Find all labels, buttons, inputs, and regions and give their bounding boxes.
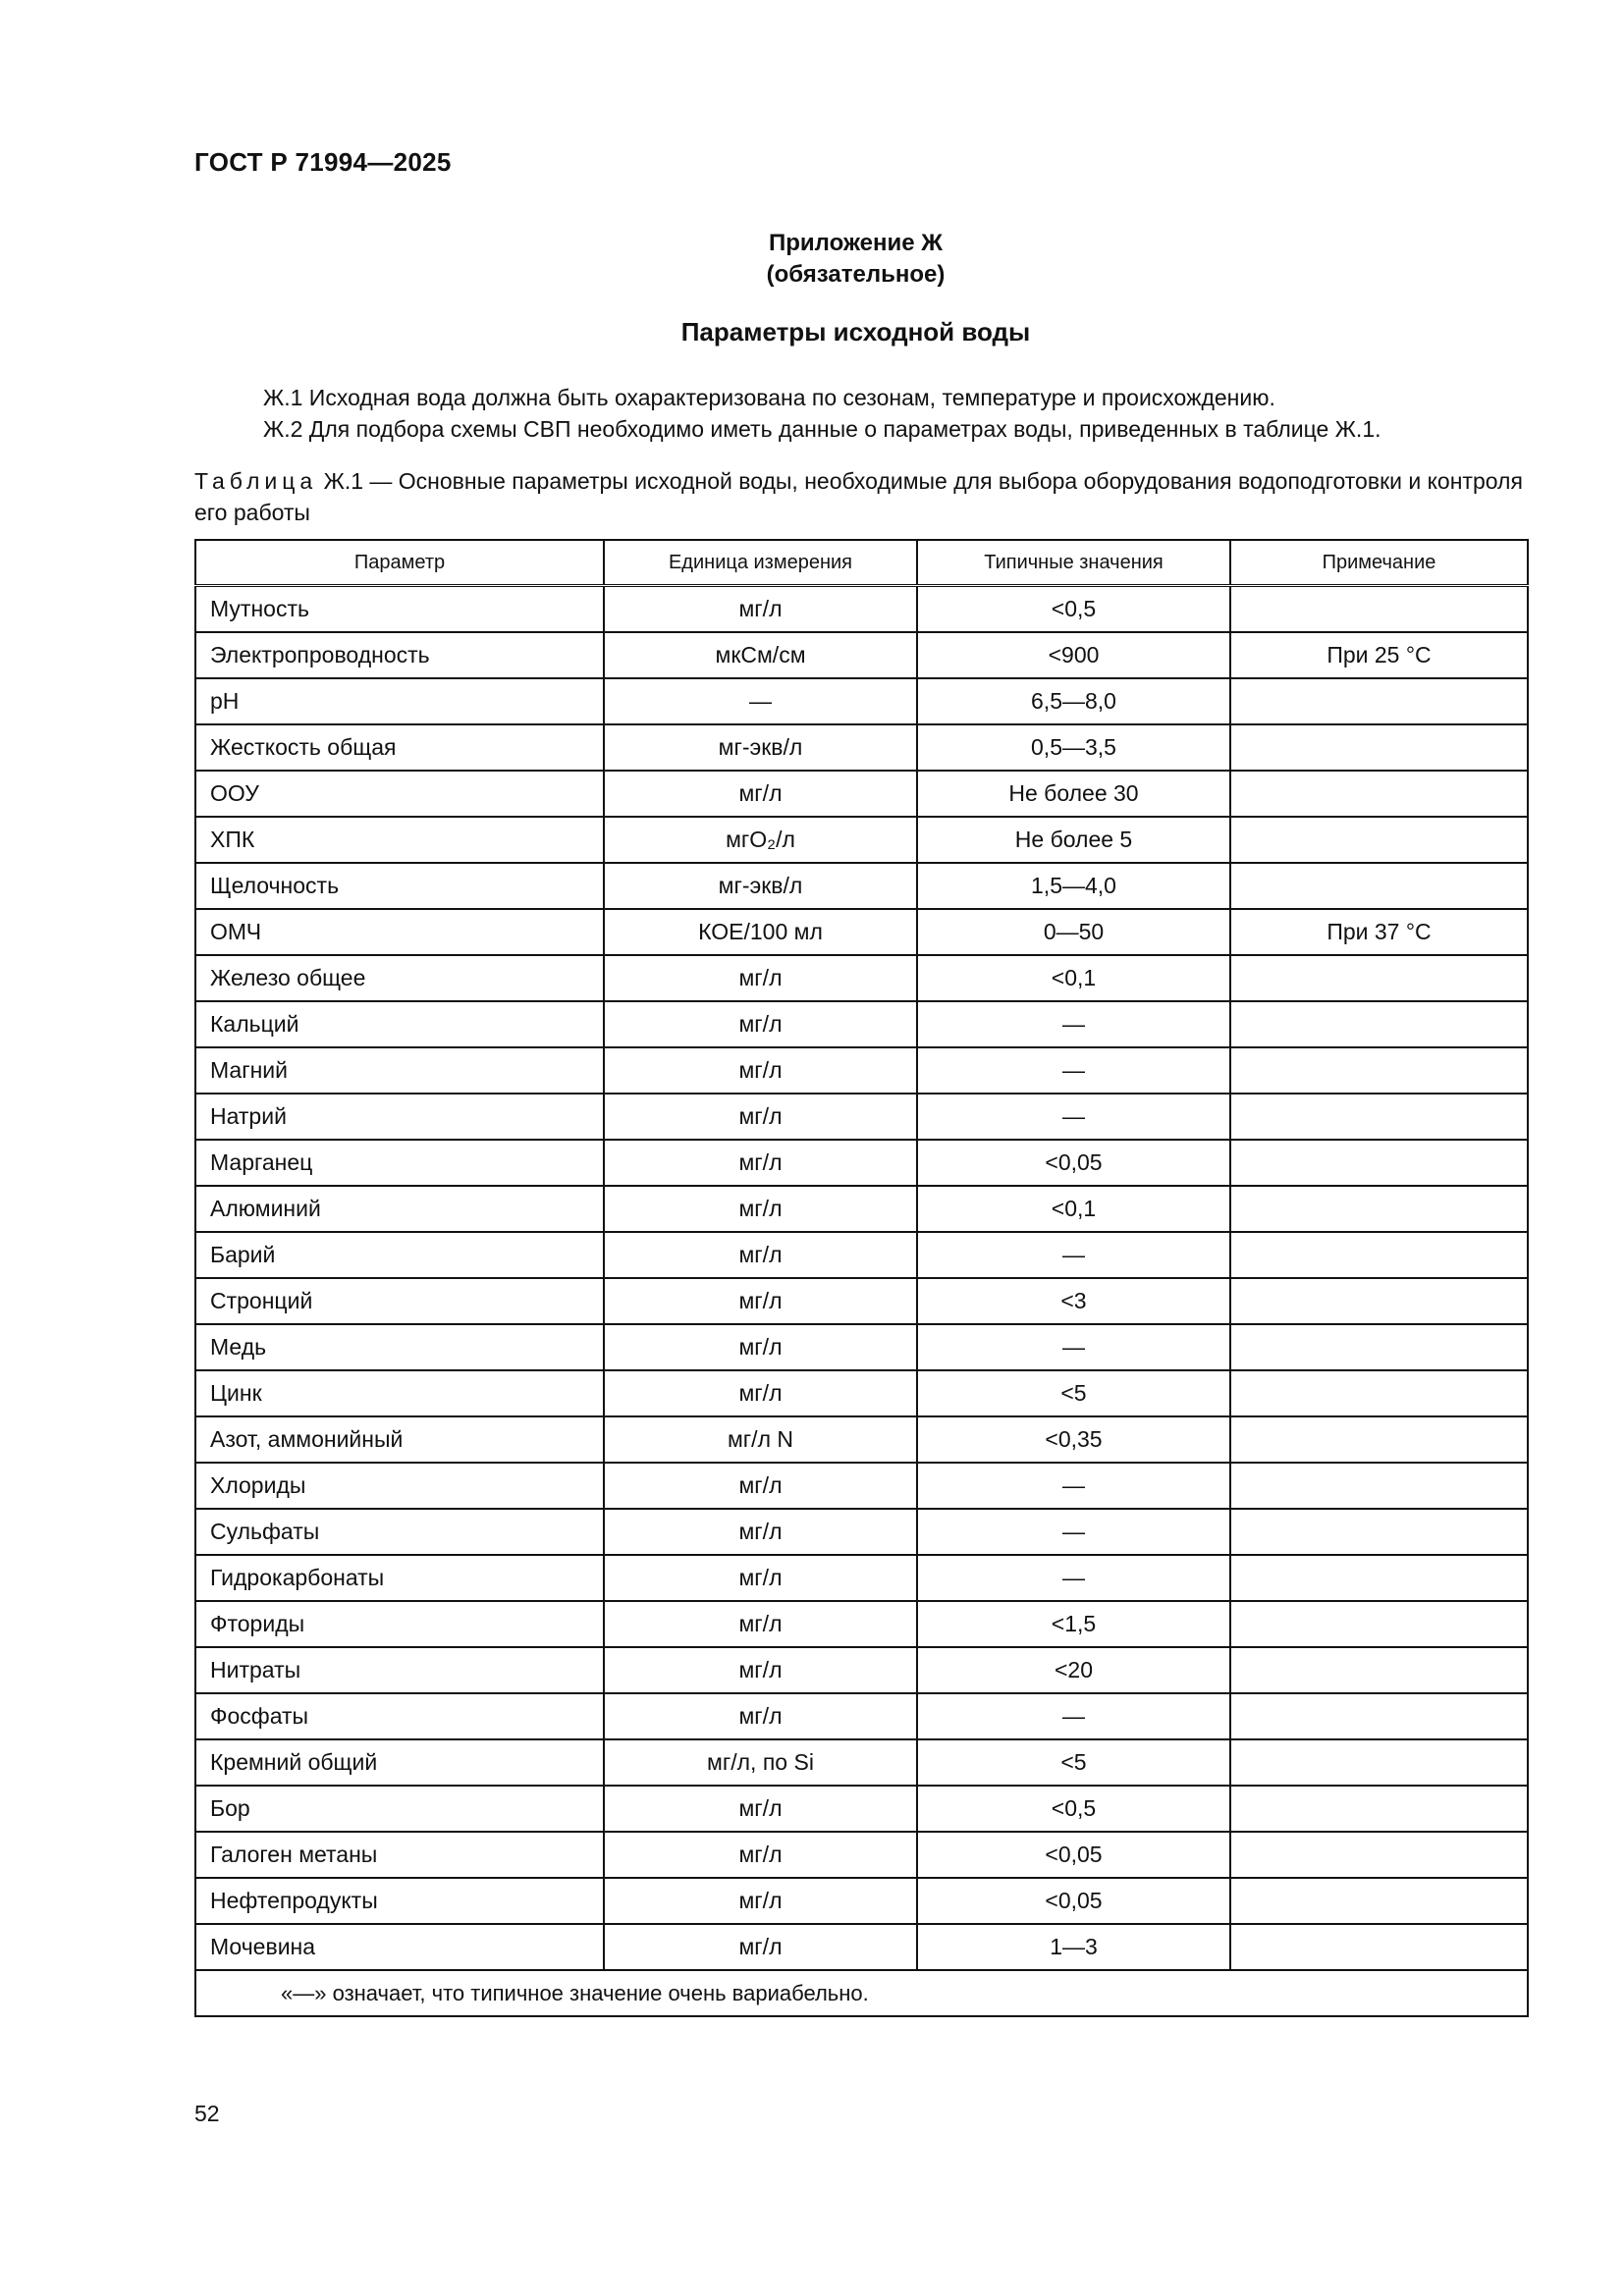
typical-value-cell: <3 (917, 1278, 1230, 1324)
typical-value-cell: <0,1 (917, 955, 1230, 1001)
unit-cell: мг-экв/л (604, 863, 917, 909)
appendix-heading (0, 228, 1624, 291)
unit-cell: мг/л (604, 1140, 917, 1186)
parameter-cell: pH (195, 678, 604, 724)
unit-cell: мг/л (604, 1509, 917, 1555)
note-cell (1230, 1739, 1528, 1786)
table-row (195, 1509, 1528, 1555)
table-row (195, 1555, 1528, 1601)
parameter-cell: Стронций (195, 1278, 604, 1324)
table-header-row (195, 540, 1528, 586)
parameter-cell: Кремний общий (195, 1739, 604, 1786)
parameter-cell: Сульфаты (195, 1509, 604, 1555)
table-row (195, 1601, 1528, 1647)
parameter-cell: Натрий (195, 1094, 604, 1140)
typical-value-cell: — (917, 1324, 1230, 1370)
typical-value-cell: <1,5 (917, 1601, 1230, 1647)
typical-value-cell: <0,05 (917, 1140, 1230, 1186)
unit-cell: мг-экв/л (604, 724, 917, 771)
typical-value-cell: 0,5—3,5 (917, 724, 1230, 771)
note-cell (1230, 1509, 1528, 1555)
typical-value-cell: 6,5—8,0 (917, 678, 1230, 724)
appendix-title: Приложение Ж (769, 230, 943, 256)
table-row (195, 1924, 1528, 1970)
table-row (195, 1001, 1528, 1047)
appendix-status: (обязательное) (766, 261, 946, 288)
unit-cell: мкСм/см (604, 632, 917, 678)
table-row (195, 1832, 1528, 1878)
column-header-note: Примечание (1230, 540, 1528, 586)
table-row (195, 817, 1528, 863)
note-cell: При 37 °С (1230, 909, 1528, 955)
note-cell (1230, 817, 1528, 863)
document-designation: ГОСТ Р 71994—2025 (194, 147, 452, 177)
parameter-cell: Магний (195, 1047, 604, 1094)
note-cell (1230, 1232, 1528, 1278)
parameter-cell: Азот, аммонийный (195, 1416, 604, 1463)
parameter-cell: Нефтепродукты (195, 1878, 604, 1924)
parameter-cell: Цинк (195, 1370, 604, 1416)
typical-value-cell: Не более 30 (917, 771, 1230, 817)
table-row (195, 1140, 1528, 1186)
parameter-cell: Фосфаты (195, 1693, 604, 1739)
unit-cell: мг/л (604, 1047, 917, 1094)
unit-cell: мг/л (604, 955, 917, 1001)
table-row (195, 909, 1528, 955)
typical-value-cell: 0—50 (917, 909, 1230, 955)
table-row (195, 1324, 1528, 1370)
parameter-cell: Железо общее (195, 955, 604, 1001)
note-cell (1230, 1186, 1528, 1232)
unit-cell: мг/л (604, 1786, 917, 1832)
parameter-cell: Фториды (195, 1601, 604, 1647)
unit-cell: мг/л (604, 1186, 917, 1232)
parameter-cell: Кальций (195, 1001, 604, 1047)
typical-value-cell: <20 (917, 1647, 1230, 1693)
table-caption-text: Ж.1 — Основные параметры исходной воды, необходимые для выбора оборудования водоподготовки и контроля его работы (194, 468, 1523, 525)
unit-cell: мг/л, по Si (604, 1739, 917, 1786)
typical-value-cell: 1—3 (917, 1924, 1230, 1970)
typical-value-cell: <5 (917, 1370, 1230, 1416)
unit-cell: мг/л (604, 1001, 917, 1047)
unit-cell: мг/л (604, 1463, 917, 1509)
parameter-cell: Щелочность (195, 863, 604, 909)
parameter-cell: ХПК (195, 817, 604, 863)
note-cell: При 25 °С (1230, 632, 1528, 678)
table-row (195, 1186, 1528, 1232)
unit-cell: мг/л (604, 1324, 917, 1370)
table-row (195, 1463, 1528, 1509)
unit-cell: мг/л (604, 1647, 917, 1693)
column-header-typical-value: Типичные значения (917, 540, 1230, 586)
note-cell (1230, 724, 1528, 771)
table-row (195, 1647, 1528, 1693)
unit-cell: КОЕ/100 мл (604, 909, 917, 955)
typical-value-cell: <0,5 (917, 586, 1230, 633)
typical-value-cell: — (917, 1047, 1230, 1094)
unit-cell: мг/л (604, 1555, 917, 1601)
table-footnote: «—» означает, что типичное значение очень вариабельно. (195, 1970, 1528, 2016)
column-header-parameter: Параметр (195, 540, 604, 586)
note-cell (1230, 1047, 1528, 1094)
parameter-cell: Нитраты (195, 1647, 604, 1693)
parameter-cell: Жесткость общая (195, 724, 604, 771)
unit-cell: мг/л (604, 771, 917, 817)
note-cell (1230, 1786, 1528, 1832)
table-row (195, 863, 1528, 909)
parameter-cell: Хлориды (195, 1463, 604, 1509)
table-row (195, 1786, 1528, 1832)
column-header-unit: Единица измерения (604, 540, 917, 586)
unit-cell: мг/л (604, 1601, 917, 1647)
note-cell (1230, 1278, 1528, 1324)
typical-value-cell: <0,35 (917, 1416, 1230, 1463)
table-row (195, 771, 1528, 817)
typical-value-cell: <0,05 (917, 1878, 1230, 1924)
unit-cell: мг/л (604, 1878, 917, 1924)
typical-value-cell: — (917, 1001, 1230, 1047)
note-cell (1230, 1647, 1528, 1693)
note-cell (1230, 1601, 1528, 1647)
typical-value-cell: — (917, 1232, 1230, 1278)
note-cell (1230, 1832, 1528, 1878)
table-footnote-row (195, 1970, 1528, 2016)
table-row (195, 1878, 1528, 1924)
table-row (195, 1739, 1528, 1786)
note-cell (1230, 1878, 1528, 1924)
typical-value-cell: — (917, 1094, 1230, 1140)
note-cell (1230, 1001, 1528, 1047)
unit-cell: мг/л (604, 1094, 917, 1140)
note-cell (1230, 771, 1528, 817)
unit-cell: мг/л (604, 1832, 917, 1878)
typical-value-cell: <5 (917, 1739, 1230, 1786)
note-cell (1230, 1416, 1528, 1463)
typical-value-cell: <900 (917, 632, 1230, 678)
note-cell (1230, 1370, 1528, 1416)
note-cell (1230, 1324, 1528, 1370)
typical-value-cell: — (917, 1509, 1230, 1555)
paragraph-zh2: Ж.2 Для подбора схемы СВП необходимо иметь данные о параметрах воды, приведенных в таблице Ж.1. (263, 416, 1381, 442)
section-title: Параметры исходной воды (680, 317, 1031, 347)
typical-value-cell: <0,5 (917, 1786, 1230, 1832)
parameter-cell: Гидрокарбонаты (195, 1555, 604, 1601)
note-cell (1230, 678, 1528, 724)
typical-value-cell: Не более 5 (917, 817, 1230, 863)
table-row (195, 1370, 1528, 1416)
note-cell (1230, 1555, 1528, 1601)
unit-cell: — (604, 678, 917, 724)
parameter-cell: Мутность (195, 586, 604, 633)
table-row (195, 1047, 1528, 1094)
note-cell (1230, 1693, 1528, 1739)
note-cell (1230, 586, 1528, 633)
table-row (195, 1416, 1528, 1463)
table-row (195, 1094, 1528, 1140)
note-cell (1230, 863, 1528, 909)
note-cell (1230, 955, 1528, 1001)
table-row (195, 1693, 1528, 1739)
parameter-cell: Алюминий (195, 1186, 604, 1232)
typical-value-cell: <0,1 (917, 1186, 1230, 1232)
unit-cell: мгO₂/л (604, 817, 917, 863)
note-cell (1230, 1463, 1528, 1509)
typical-value-cell: — (917, 1555, 1230, 1601)
parameter-cell: Электропроводность (195, 632, 604, 678)
unit-cell: мг/л N (604, 1416, 917, 1463)
parameter-cell: Медь (195, 1324, 604, 1370)
unit-cell: мг/л (604, 1232, 917, 1278)
table-row (195, 632, 1528, 678)
water-parameters-table (194, 539, 1529, 2017)
table-caption (194, 465, 1530, 528)
parameter-cell: Галоген метаны (195, 1832, 604, 1878)
parameter-cell: ООУ (195, 771, 604, 817)
table-row (195, 955, 1528, 1001)
unit-cell: мг/л (604, 1693, 917, 1739)
typical-value-cell: 1,5—4,0 (917, 863, 1230, 909)
note-cell (1230, 1140, 1528, 1186)
parameter-cell: Барий (195, 1232, 604, 1278)
typical-value-cell: — (917, 1463, 1230, 1509)
unit-cell: мг/л (604, 1278, 917, 1324)
table-caption-label: Таблица (194, 468, 318, 494)
note-cell (1230, 1094, 1528, 1140)
paragraph-zh1: Ж.1 Исходная вода должна быть охарактеризована по сезонам, температуре и происхождению. (263, 385, 1275, 410)
unit-cell: мг/л (604, 586, 917, 633)
parameter-cell: Марганец (195, 1140, 604, 1186)
typical-value-cell: — (917, 1693, 1230, 1739)
typical-value-cell: <0,05 (917, 1832, 1230, 1878)
table-row (195, 678, 1528, 724)
table-row (195, 586, 1528, 633)
parameter-cell: ОМЧ (195, 909, 604, 955)
parameter-cell: Бор (195, 1786, 604, 1832)
unit-cell: мг/л (604, 1924, 917, 1970)
table-row (195, 1232, 1528, 1278)
table-row (195, 724, 1528, 771)
unit-cell: мг/л (604, 1370, 917, 1416)
page-number: 52 (194, 2101, 220, 2126)
table-row (195, 1278, 1528, 1324)
parameter-cell: Мочевина (195, 1924, 604, 1970)
note-cell (1230, 1924, 1528, 1970)
